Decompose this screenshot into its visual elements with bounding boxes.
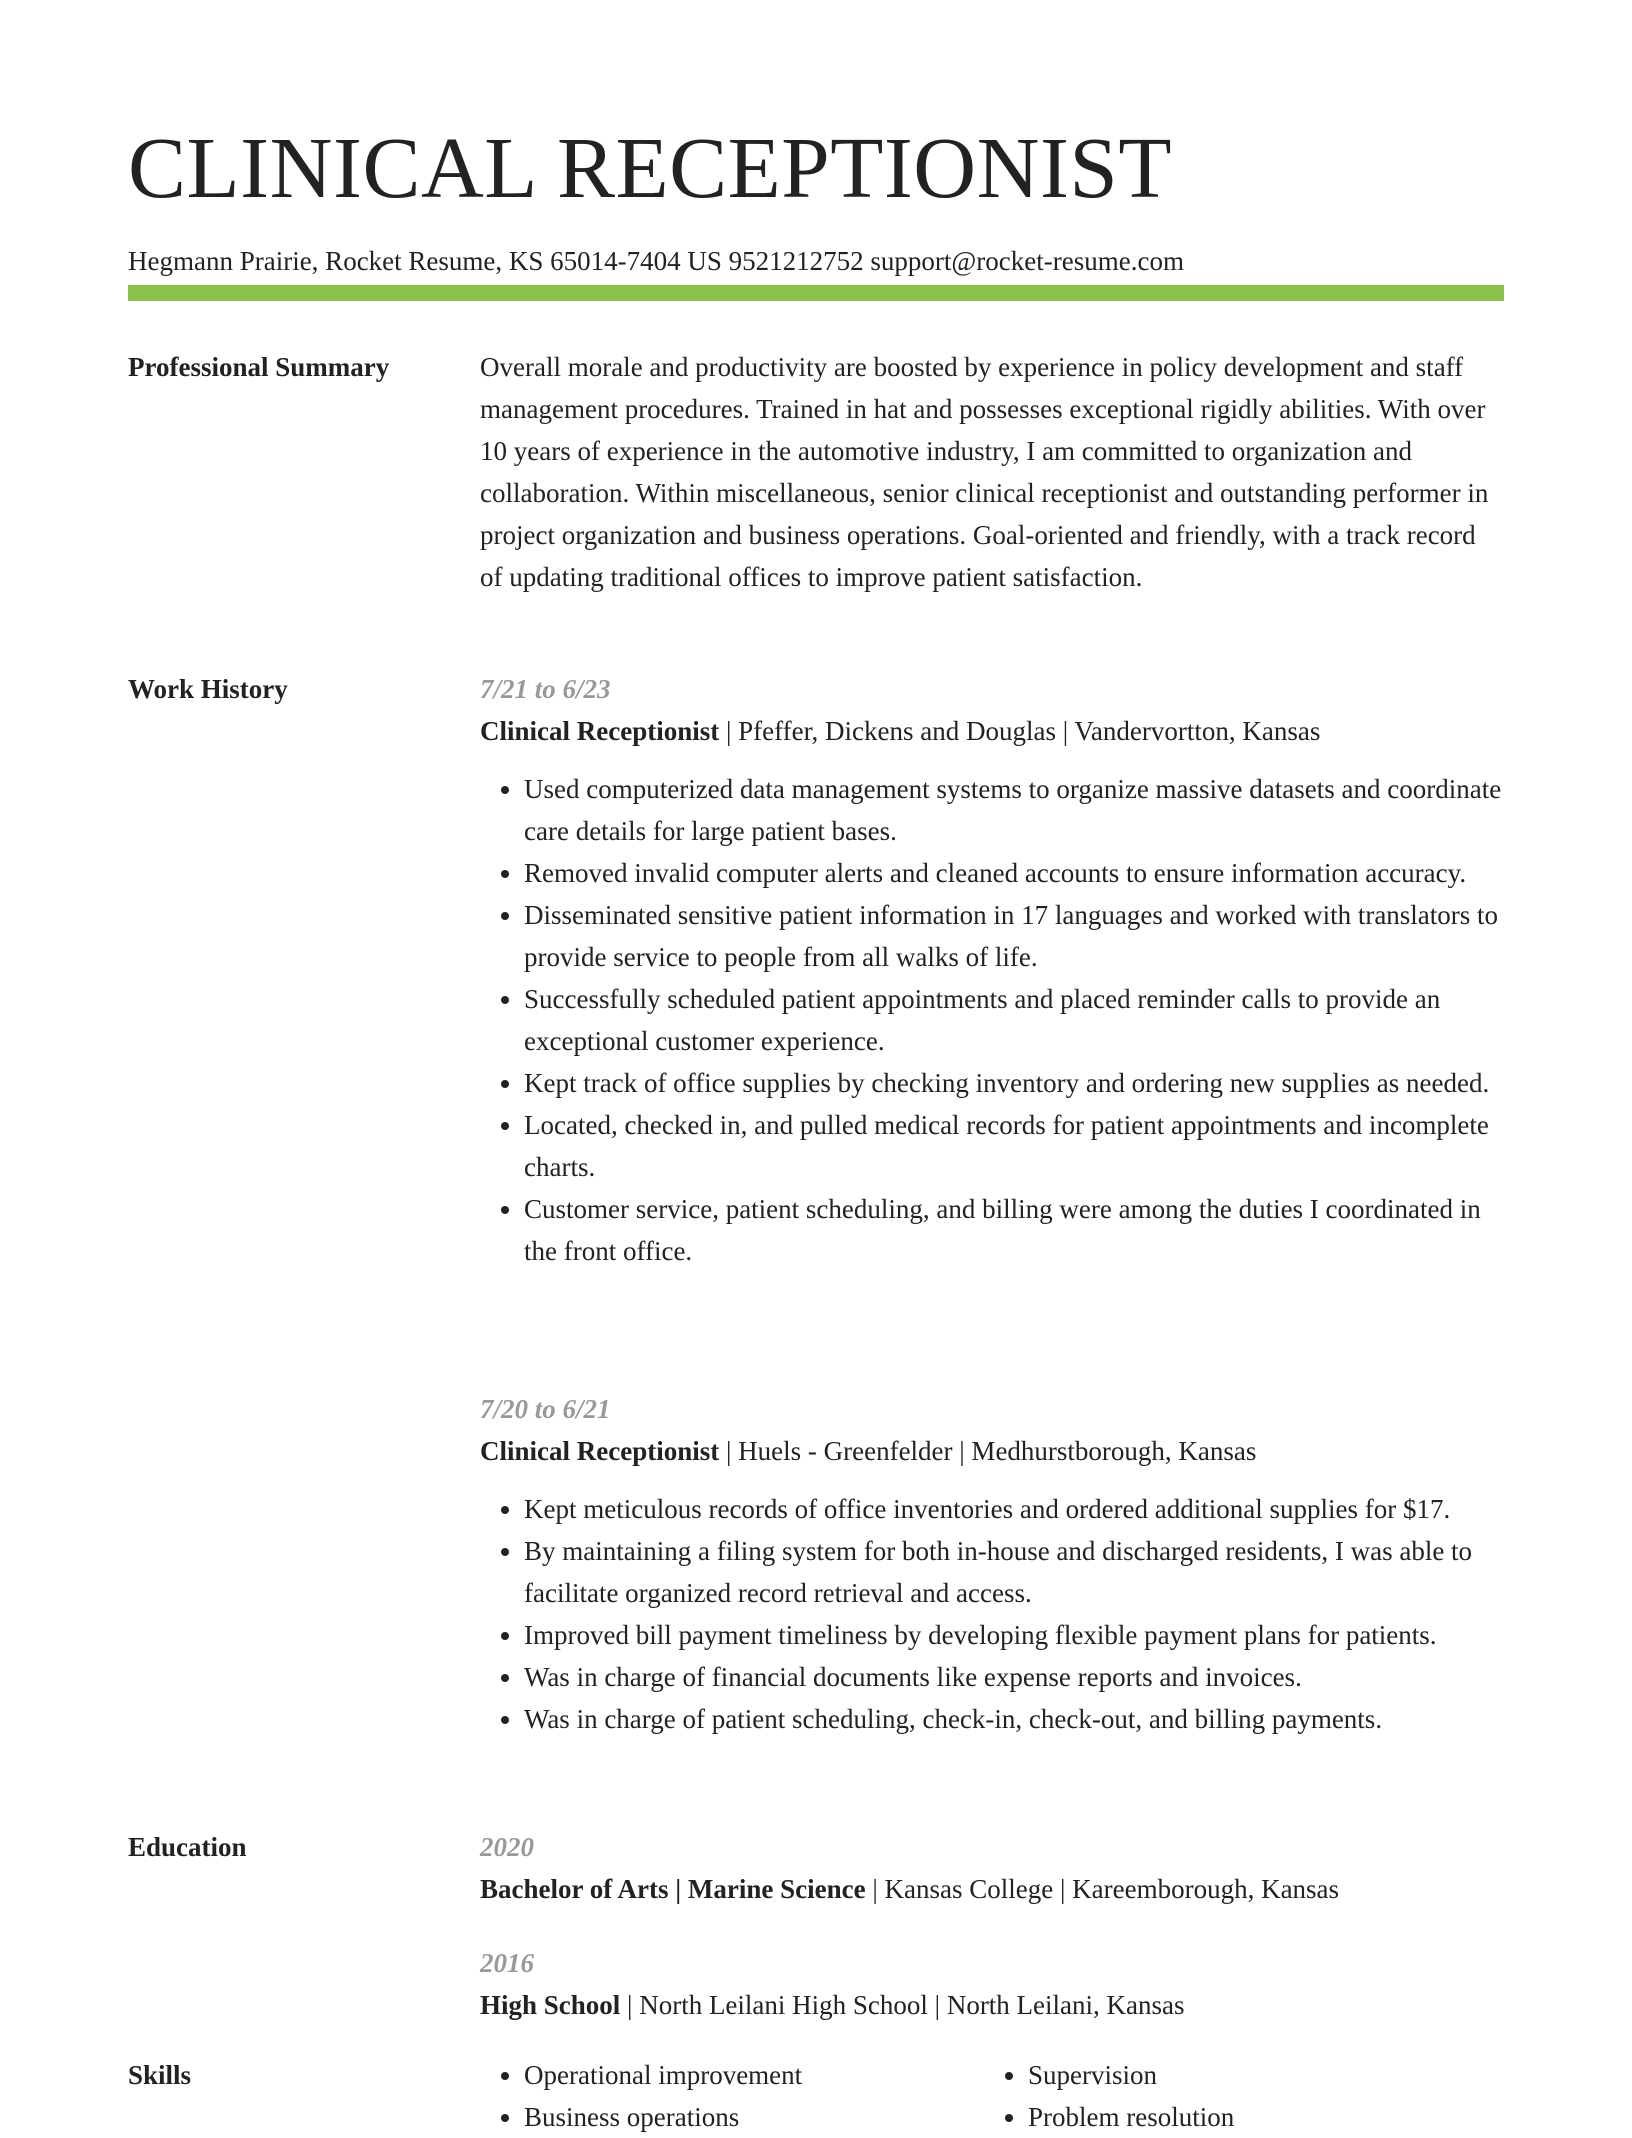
list-item: • Located, checked in, and pulled medical records for patient appointments and incomplete charts. [524, 1104, 1504, 1188]
job-title-line [480, 1430, 1504, 1472]
education-date: 2020 [480, 1832, 534, 1862]
skills-body [480, 2054, 1504, 2138]
resume-name: CLINICAL RECEPTIONIST [128, 119, 1172, 216]
job-employer: | Pfeffer, Dickens and Douglas | Vandervortton, Kansas [719, 716, 1321, 746]
list-item: • Removed invalid computer alerts and cleaned accounts to ensure information accuracy. [524, 852, 1504, 894]
skills-label: Skills [128, 2060, 192, 2090]
accent-divider [128, 285, 1504, 301]
skills-list-right [984, 2054, 1488, 2138]
education-title-line [480, 1868, 1504, 1910]
work-history-label: Work History [128, 674, 288, 704]
job-title: Clinical Receptionist [480, 1436, 720, 1466]
list-item: • Successfully scheduled patient appointments and placed reminder calls to provide an exceptional customer experience. [524, 978, 1504, 1062]
list-item: • Improved bill payment timeliness by developing flexible payment plans for patients. [524, 1614, 1504, 1656]
list-item: • Used computerized data management systems to organize massive datasets and coordinate care details for large patient bases. [524, 768, 1504, 852]
skill-item: • Problem resolution [1028, 2096, 1488, 2138]
job-employer: | Huels - Greenfelder | Medhurstborough, Kansas [719, 1436, 1257, 1466]
education-date: 2016 [480, 1948, 534, 1978]
list-item: • By maintaining a filing system for both in-house and discharged residents, I was able to facilitate organized record retrieval and access. [524, 1530, 1504, 1614]
job-entry [480, 1388, 1504, 1740]
education-school: | Kansas College | Kareemborough, Kansas [865, 1874, 1340, 1904]
job-title: Clinical Receptionist [480, 716, 720, 746]
education-degree: High School [480, 1990, 621, 2020]
education-label: Education [128, 1832, 247, 1862]
skills-list-left [480, 2054, 984, 2138]
education-title-line [480, 1984, 1504, 2026]
job-bullets [480, 1488, 1504, 1740]
list-item: • Customer service, patient scheduling, and billing were among the duties I coordinated in the front office. [524, 1188, 1504, 1272]
list-item: • Was in charge of patient scheduling, check-in, check-out, and billing payments. [524, 1698, 1504, 1740]
job-title-line [480, 710, 1504, 752]
skill-item: • Business operations [524, 2096, 984, 2138]
job-date: 7/20 to 6/21 [480, 1394, 611, 1424]
list-item: • Disseminated sensitive patient information in 17 languages and worked with translators to provide service to people from all walks of life. [524, 894, 1504, 978]
education-school: | North Leilani High School | North Leilani, Kansas [620, 1990, 1185, 2020]
summary-text: Overall morale and productivity are boosted by experience in policy development and staff management procedures. Trained in hat and possesses exceptional rigidly abilities. With over 10 years of experience in the automotive industry, I am committed to organization and collaboration. Within miscellaneous, senior clinical receptionist and outstanding performer in project organization and business operations. Goal-oriented and friendly, with a track record of updating traditional offices to improve patient satisfaction. [480, 352, 1489, 592]
list-item: • Was in charge of financial documents like expense reports and invoices. [524, 1656, 1504, 1698]
job-bullets [480, 768, 1504, 1272]
job-entry [480, 668, 1504, 1272]
skill-item: • Operational improvement [524, 2054, 984, 2096]
education-degree: Bachelor of Arts | Marine Science [480, 1874, 866, 1904]
skill-item: • Supervision [1028, 2054, 1488, 2096]
resume-header [128, 118, 1504, 278]
contact-line: Hegmann Prairie, Rocket Resume, KS 65014-7404 US 9521212752 support@rocket-resume.com [128, 246, 1184, 276]
list-item: • Kept meticulous records of office inventories and ordered additional supplies for $17. [524, 1488, 1504, 1530]
skills-columns [480, 2054, 1504, 2138]
list-item: • Kept track of office supplies by checking inventory and ordering new supplies as needed. [524, 1062, 1504, 1104]
summary-label: Professional Summary [128, 352, 390, 382]
summary-body [480, 346, 1504, 598]
education-entry [480, 1942, 1504, 2026]
education-entry [480, 1826, 1504, 1910]
job-date: 7/21 to 6/23 [480, 674, 611, 704]
